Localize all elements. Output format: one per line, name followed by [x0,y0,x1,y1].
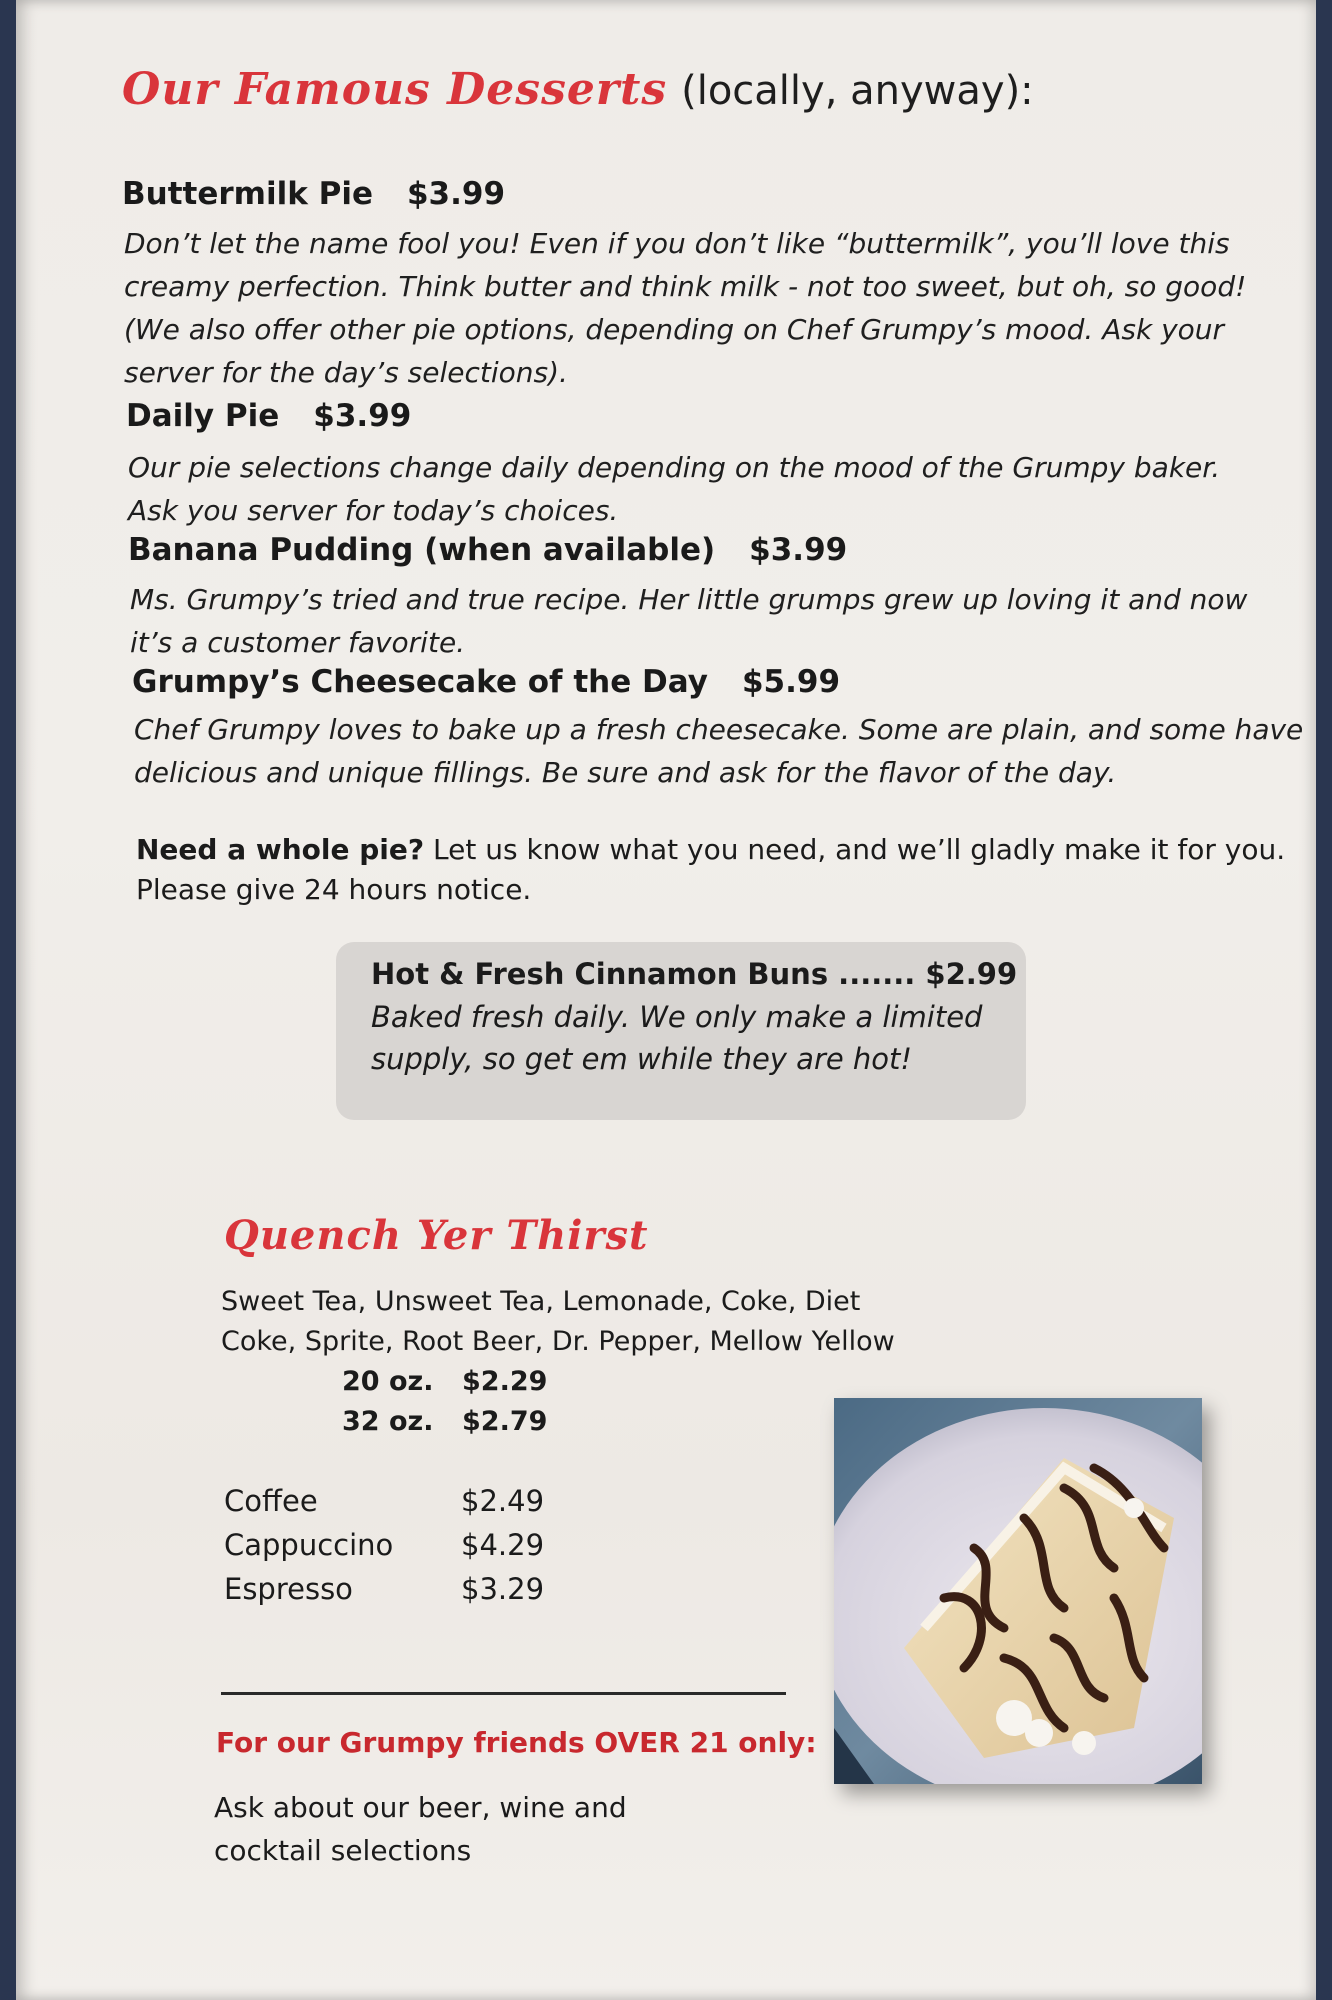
cheesecake-image [834,1398,1202,1784]
dessert-description-banana-pudding [130,578,1310,664]
description-line: creamy perfection. Think butter and think milk - not too sweet, but oh, so good! [124,270,1247,303]
drink-size: 20 oz. [342,1366,434,1397]
dessert-description-cheesecake [134,708,1314,794]
desserts-title-fancy: Our Famous Desserts [122,64,668,115]
dessert-photo [834,1398,1202,1784]
description-line: server for the day’s selections). [124,356,568,389]
section-divider [221,1692,786,1695]
dessert-price: $5.99 [741,664,841,700]
whole-pie-rest: Let us know what you need, and we’ll gladly make it for you. [424,833,1286,866]
whole-pie-notice: Please give 24 hours notice. [136,873,532,906]
over21-heading: For our Grumpy friends OVER 21 only: [216,1726,817,1759]
drink-size: 32 oz. [342,1406,434,1437]
hot-drink-name: Espresso [224,1572,353,1606]
cinnamon-buns-description [371,996,1011,1080]
over21-line: cocktail selections [214,1834,472,1867]
dessert-item-banana-pudding [128,532,847,568]
drinks-list-line: Sweet Tea, Unsweet Tea, Lemonade, Coke, Diet [221,1286,861,1317]
description-line: Baked fresh daily. We only make a limited [371,1000,983,1034]
menu-page [16,0,1316,2000]
desserts-title-aside: (locally, anyway): [681,68,1034,114]
dessert-name: Buttermilk Pie [122,176,373,212]
desserts-title [122,64,1034,115]
dessert-description-buttermilk-pie [124,222,1304,394]
dessert-price: $3.99 [749,532,848,568]
description-line: (We also offer other pie options, depending on Chef Grumpy’s mood. Ask your [124,313,1225,346]
dessert-item-cheesecake [132,664,840,700]
description-line: Ask you server for today’s choices. [128,494,619,527]
drink-size-price: $2.79 [462,1406,548,1437]
description-line: Ms. Grumpy’s tried and true recipe. Her little grumps grew up loving it and now [130,583,1248,616]
dessert-item-daily-pie [126,398,411,434]
description-line: delicious and unique fillings. Be sure and ask for the flavor of the day. [134,756,1117,789]
hot-drink-name: Coffee [224,1484,318,1518]
description-line: Don’t let the name fool you! Even if you don’t like “buttermilk”, you’ll love this [124,227,1230,260]
drinks-title: Quench Yer Thirst [224,1212,649,1259]
dessert-description-daily-pie [128,446,1308,532]
whole-pie-line [136,830,1296,870]
drinks-list-line: Coke, Sprite, Root Beer, Dr. Pepper, Mellow Yellow [221,1326,895,1357]
description-line: Our pie selections change daily depending on the mood of the Grumpy baker. [128,451,1221,484]
cinnamon-buns-heading: Hot & Fresh Cinnamon Buns ....... $2.99 [371,957,1018,991]
whole-pie-lead: Need a whole pie? [136,833,425,866]
dessert-name: Banana Pudding (when available) [128,532,716,568]
hot-drink-price: $4.29 [461,1528,545,1562]
hot-drink-price: $3.29 [461,1572,545,1606]
drink-size-price: $2.29 [462,1366,548,1397]
description-line: Chef Grumpy loves to bake up a fresh cheesecake. Some are plain, and some have [134,713,1304,746]
whole-pie-note [136,830,1296,910]
description-line: it’s a customer favorite. [130,626,466,659]
drinks-list [221,1282,921,1362]
hot-drink-name: Cappuccino [224,1528,394,1562]
dessert-price: $3.99 [313,398,412,434]
dessert-name: Grumpy’s Cheesecake of the Day [132,664,708,700]
dessert-item-buttermilk-pie [122,176,505,212]
over21-line: Ask about our beer, wine and [214,1791,627,1824]
dessert-name: Daily Pie [126,398,280,434]
dessert-price: $3.99 [406,176,506,212]
description-line: supply, so get em while they are hot! [371,1042,913,1076]
hot-drink-price: $2.49 [461,1484,545,1518]
over21-note [214,1786,674,1872]
